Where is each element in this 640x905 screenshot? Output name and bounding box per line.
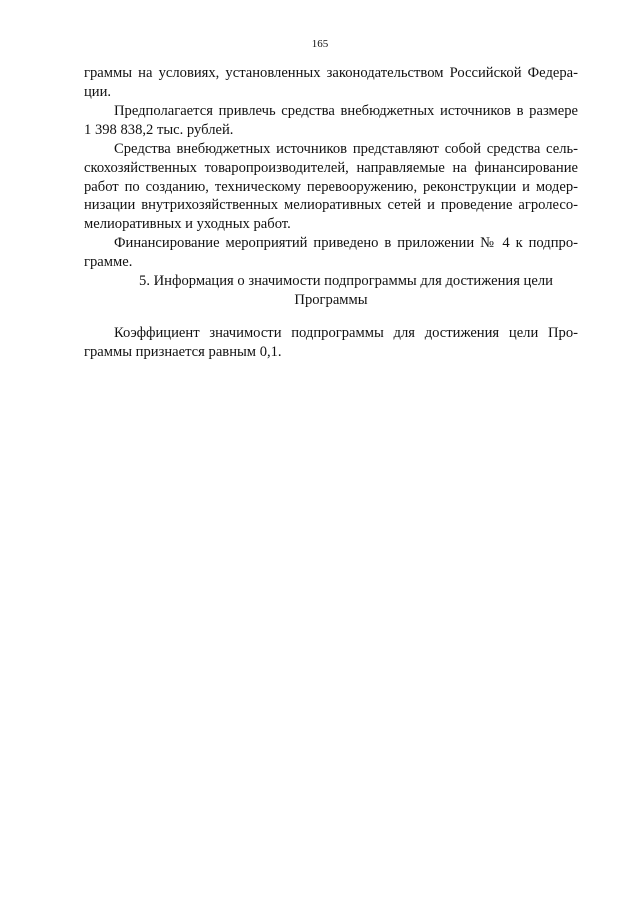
- paragraph-line: скохозяйственных товаропроизводителей, направляемые на финансирование: [84, 159, 578, 176]
- paragraph-line: работ по созданию, техническому перевооружению, реконструкции и модер-: [84, 178, 578, 195]
- paragraph-line: Коэффициент значимости подпрограммы для достижения цели Про-: [114, 325, 578, 341]
- paragraph-extrabudgetary-sources: [84, 140, 578, 234]
- paragraph-extrabudgetary-amount: [84, 102, 578, 140]
- paragraph-line: граммы признается равным 0,1.: [84, 343, 282, 360]
- paragraph-line: низации внутрихозяйственных мелиоративных сетей и проведение агролесо-: [84, 197, 578, 214]
- section-heading-line: Программы: [294, 291, 368, 308]
- paragraph-line: Предполагается привлечь средства внебюджетных источников в размере: [114, 103, 578, 119]
- section-heading-line: 5. Информация о значимости подпрограммы для достижения цели: [139, 273, 553, 289]
- paragraph-line: Финансирование мероприятий приведено в приложении № 4 к подпро-: [114, 235, 578, 251]
- paragraph-continuation: [84, 64, 578, 102]
- paragraph-line: мелиоративных и уходных работ.: [84, 216, 291, 233]
- paragraph-significance-coefficient: [84, 324, 578, 362]
- paragraph-line: 1 398 838,2 тыс. рублей.: [84, 121, 234, 138]
- paragraph-line: грамме.: [84, 253, 133, 270]
- page-number: 165: [311, 38, 329, 50]
- paragraph-line: граммы на условиях, установленных законодательством Российской Федера-: [84, 65, 578, 81]
- paragraph-line: Средства внебюджетных источников представляют собой средства сель-: [114, 141, 578, 157]
- section-heading: [84, 272, 578, 310]
- paragraph-financing-appendix: [84, 234, 578, 272]
- paragraph-line: ции.: [84, 83, 112, 100]
